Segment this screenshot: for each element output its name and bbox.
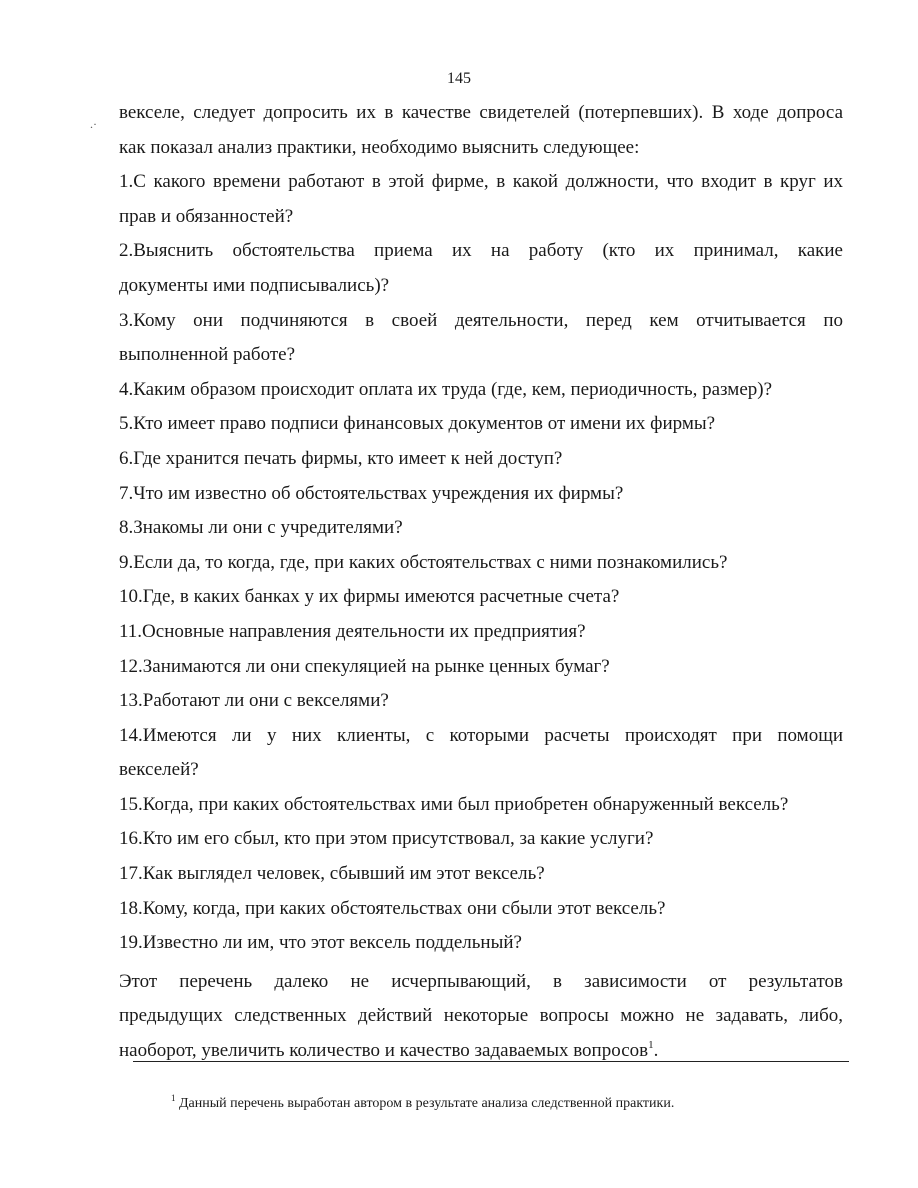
text-line: 11.Основные направления деятельности их предприятия? [119,620,586,642]
text-line: 5.Кто имеет право подписи финансовых документов от имени их фирмы? [119,413,716,435]
text-line: 4.Каким образом происходит оплата их труда (где, кем, периодичность, размер)? [119,378,773,400]
text-line: прав и обязанностей? [119,205,294,227]
text-line: 15.Когда, при каких обстоятельствах ими был приобретен обнаруженный вексель? [119,793,789,815]
text-line: 14.Имеются ли у них клиенты, с которыми расчеты происходят при помощи [119,724,843,746]
text-line: 8.Знакомы ли они с учредителями? [119,517,403,539]
text-line: 2.Выяснить обстоятельства приема их на работу (кто их принимал, какие [119,240,843,262]
text-line: Этот перечень далеко не исчерпывающий, в зависимости от результатов [119,970,843,992]
footnote [171,1093,811,1112]
text-line: 9.Если да, то когда, где, при каких обстоятельствах с ними познакомились? [119,551,728,573]
text-line: 7.Что им известно об обстоятельствах учреждения их фирмы? [119,482,624,504]
footnote-text: Данный перечень выработан автором в результате анализа следственной практики. [179,1096,675,1111]
scan-speck: .· [90,117,97,131]
text-line: 12.Занимаются ли они спекуляцией на рынке ценных бумаг? [119,655,610,677]
text-line: 6.Где хранится печать фирмы, кто имеет к ней доступ? [119,447,563,469]
text-line: 17.Как выглядел человек, сбывший им этот вексель? [119,863,545,885]
text-line: векселей? [119,759,199,781]
text-line: как показал анализ практики, необходимо выяснить следующее: [119,136,640,158]
text-line: 1.С какого времени работают в этой фирме, в какой должности, что входит в круг их [119,171,843,193]
text-line: 13.Работают ли они с векселями? [119,690,389,712]
text-line: 3.Кому они подчиняются в своей деятельности, перед кем отчитывается по [119,309,843,331]
text-line: предыдущих следственных действий некоторые вопросы можно не задавать, либо, [119,1005,843,1027]
text-line: 16.Кто им его сбыл, кто при этом присутствовал, за какие услуги? [119,828,654,850]
text-line: выполненной работе? [119,344,296,366]
text-line-last: наоборот, увеличить количество и качество задаваемых вопросов$^1$. [119,1039,659,1062]
text-line: 19.Известно ли им, что этот вексель поддельный? [119,932,522,954]
text-line: векселе, следует допросить их в качестве свидетелей (потерпевших). В ходе допроса [119,102,843,123]
text-line: документы ими подписывались)? [119,274,390,296]
footnote-reference[interactable]: 1 [648,1039,654,1052]
footnote-marker: 1 [171,1093,176,1103]
text-line: 18.Кому, когда, при каких обстоятельствах они сбыли этот вексель? [119,897,666,919]
text-line: 10.Где, в каких банках у их фирмы имеются расчетные счета? [119,586,620,608]
document-body [119,96,843,1069]
page-number: 145 [447,70,471,87]
text-line-content: наоборот, увеличить количество и качество задаваемых вопросов [119,1040,649,1062]
footnote-separator [133,1061,849,1062]
